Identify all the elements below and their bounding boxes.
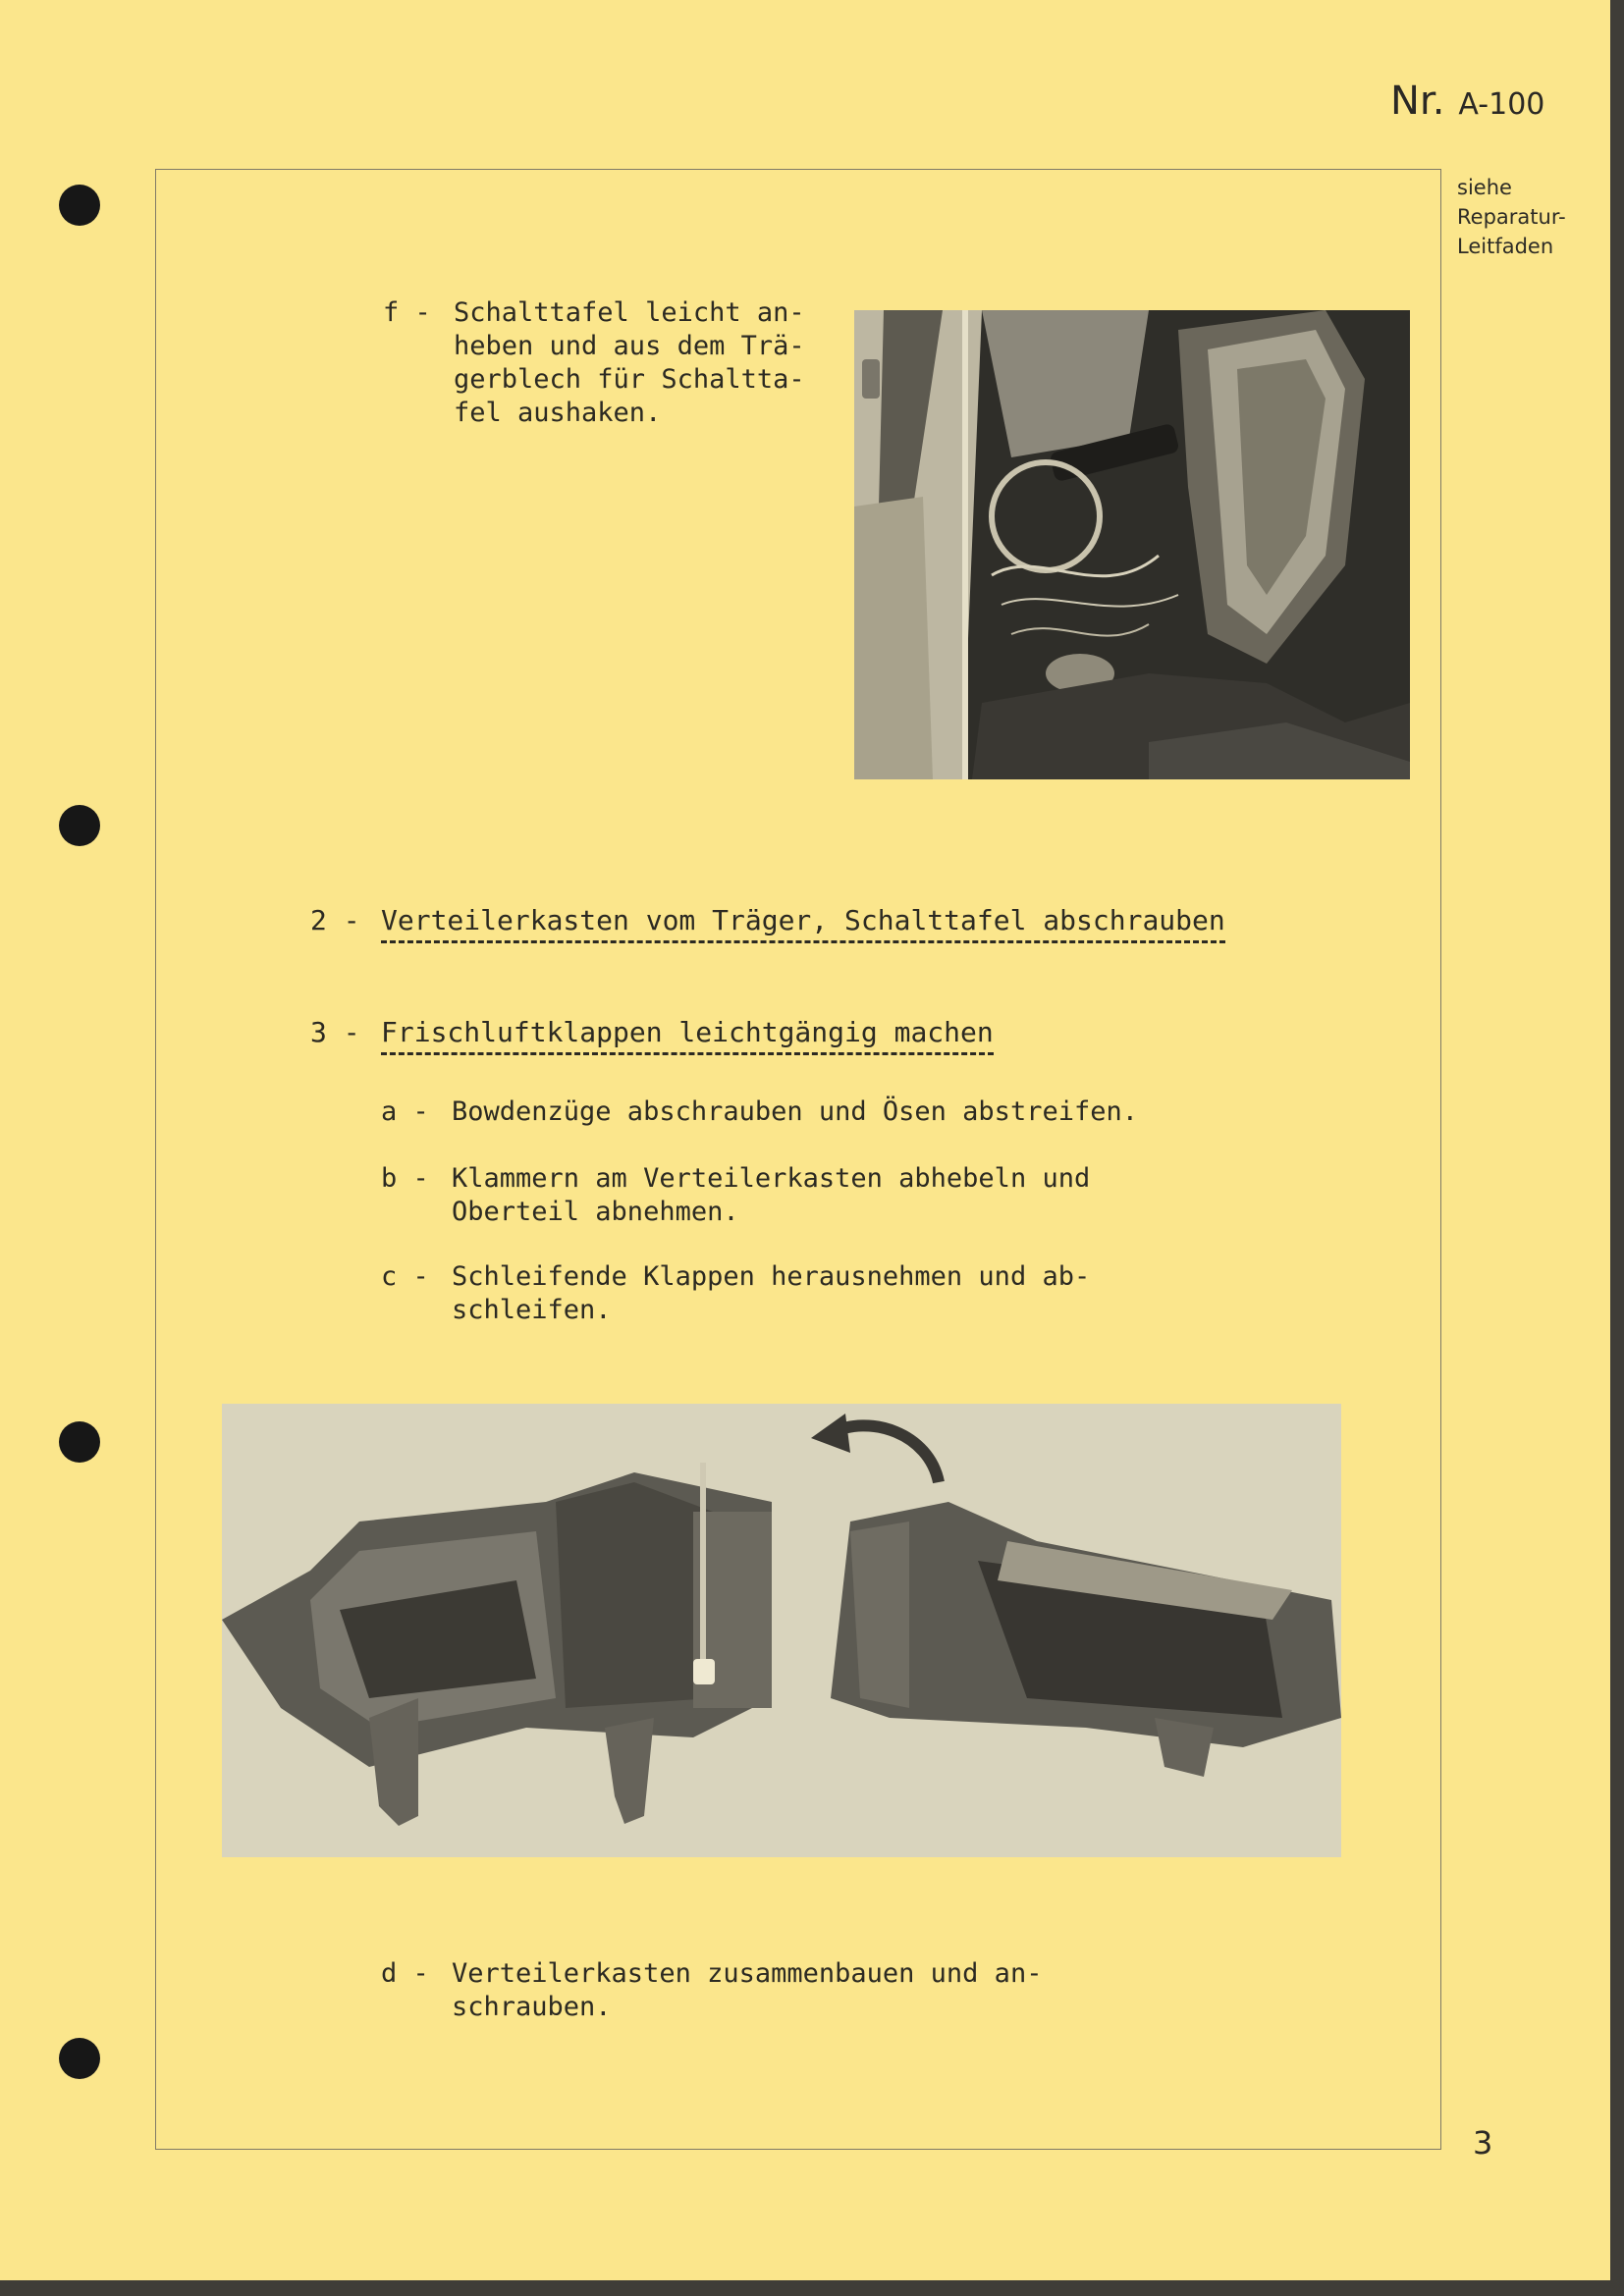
punch-hole bbox=[59, 805, 100, 846]
step-text-line: Verteilerkasten zusammenbauen und an- bbox=[452, 1958, 1043, 1989]
step-text-line: Bowdenzüge abschrauben und Ösen abstreifen. bbox=[452, 1096, 1138, 1127]
step-text-line: fel aushaken. bbox=[454, 398, 662, 428]
dashboard-photo bbox=[854, 310, 1410, 779]
side-note-line: Leitfaden bbox=[1457, 235, 1554, 258]
step-number: 3 - bbox=[310, 1016, 360, 1048]
document-code: A-100 bbox=[1458, 87, 1545, 122]
step-label: b - bbox=[381, 1163, 429, 1194]
side-note-line: siehe bbox=[1457, 176, 1512, 199]
scan-edge-right bbox=[1610, 0, 1624, 2296]
punch-hole bbox=[59, 1421, 100, 1463]
side-note-line: Reparatur- bbox=[1457, 205, 1566, 229]
step-text-line: Schleifende Klappen herausnehmen und ab- bbox=[452, 1261, 1091, 1292]
step-number: 2 - bbox=[310, 904, 360, 936]
step-label: f - bbox=[383, 297, 431, 328]
step-text-line: schrauben. bbox=[452, 1992, 612, 2022]
step-text-line: gerblech für Schaltta- bbox=[454, 364, 805, 395]
document-number bbox=[1390, 79, 1544, 124]
punch-hole bbox=[59, 2038, 100, 2079]
step-title: Verteilerkasten vom Träger, Schalttafel abschrauben bbox=[381, 903, 1225, 943]
nr-label: Nr. bbox=[1390, 79, 1445, 124]
step-text-line: schleifen. bbox=[452, 1295, 612, 1325]
scan-edge-bottom bbox=[0, 2280, 1624, 2296]
distributor-box-photo bbox=[222, 1404, 1341, 1857]
step-title: Frischluftklappen leichtgängig machen bbox=[381, 1015, 994, 1055]
step-text-line: Klammern am Verteilerkasten abhebeln und bbox=[452, 1163, 1091, 1194]
page-number: 3 bbox=[1473, 2124, 1493, 2162]
step-label: a - bbox=[381, 1096, 429, 1127]
step-text-line: Oberteil abnehmen. bbox=[452, 1197, 739, 1227]
side-note bbox=[1457, 173, 1585, 261]
punch-hole bbox=[59, 185, 100, 226]
step-label: c - bbox=[381, 1261, 429, 1292]
step-text-line: Schalttafel leicht an- bbox=[454, 297, 805, 328]
step-label: d - bbox=[381, 1958, 429, 1989]
step-text-line: heben und aus dem Trä- bbox=[454, 331, 805, 361]
